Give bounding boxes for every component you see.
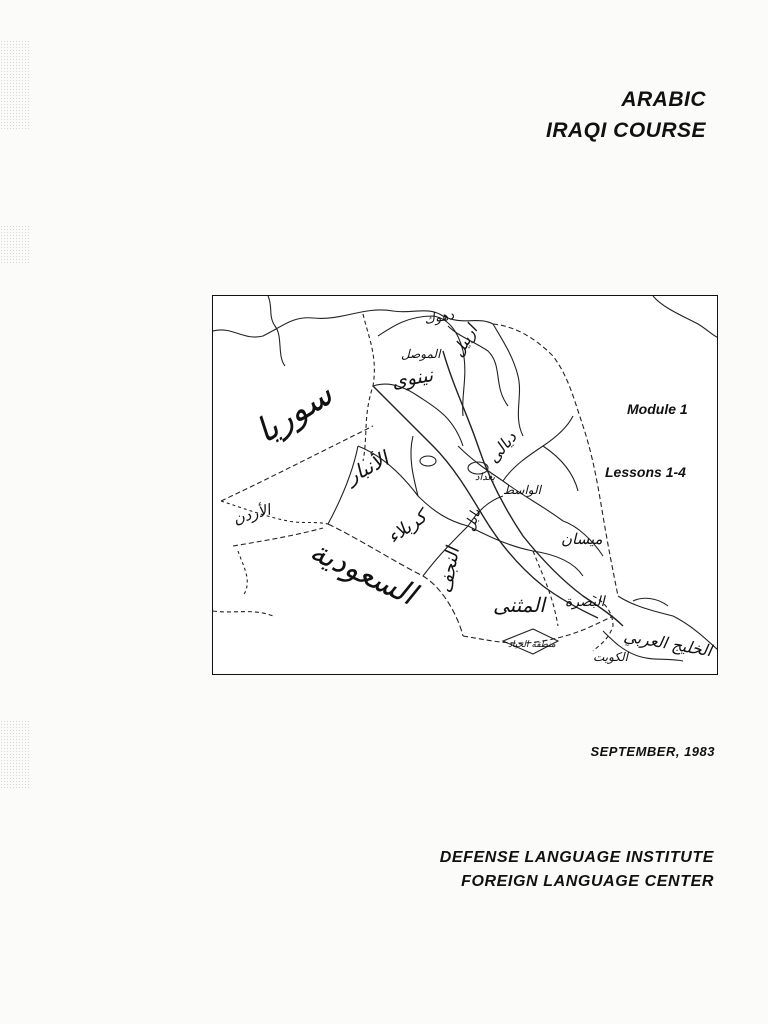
label-jordan: الأردن (231, 500, 273, 528)
label-gulf: الخليج العربي (622, 626, 714, 661)
label-babil: بابل (461, 506, 485, 534)
lessons-label: Lessons 1-4 (605, 464, 686, 480)
iraq-map (212, 295, 718, 675)
syria-iraq-border (363, 314, 374, 461)
label-kuwait: الكويت (593, 650, 628, 664)
scan-noise-top (0, 40, 30, 130)
label-wasit: الواسط (503, 483, 541, 497)
label-syria: سوريا (248, 374, 340, 452)
label-baghdad: بغداد (475, 472, 496, 483)
label-neutral-zone: منطقة الحياد (508, 640, 556, 650)
course-title-line-1: ARABIC (621, 88, 706, 111)
label-saudi: السعودية (304, 533, 421, 613)
institution-line-1: DEFENSE LANGUAGE INSTITUTE (439, 849, 714, 866)
saudi-border (233, 528, 323, 546)
label-diyala: ديالى (483, 427, 521, 467)
scan-noise-middle (0, 225, 30, 265)
label-duhok: دهوك (423, 307, 456, 328)
publication-date: SEPTEMBER, 1983 (590, 744, 715, 759)
label-karbala: كربلاء (383, 506, 431, 549)
label-erbil: اربيل (448, 321, 482, 360)
label-ninawa: نينوى (390, 364, 435, 393)
label-muthanna: المثنى (493, 593, 545, 617)
iraq-map-drawing (213, 296, 718, 675)
course-title-line-2: IRAQI COURSE (545, 119, 706, 142)
label-mosul: الموصل (401, 347, 441, 361)
label-anbar: الأنبار (342, 446, 393, 489)
module-label: Module 1 (627, 401, 688, 417)
label-najaf: النجف (435, 545, 464, 595)
label-basra: البصرة (565, 594, 605, 610)
scan-noise-bottom (0, 720, 30, 790)
institution-line-2: FOREIGN LANGUAGE CENTER (461, 873, 714, 890)
label-maysan: ميسان (561, 530, 603, 548)
province-boundary (373, 384, 463, 446)
